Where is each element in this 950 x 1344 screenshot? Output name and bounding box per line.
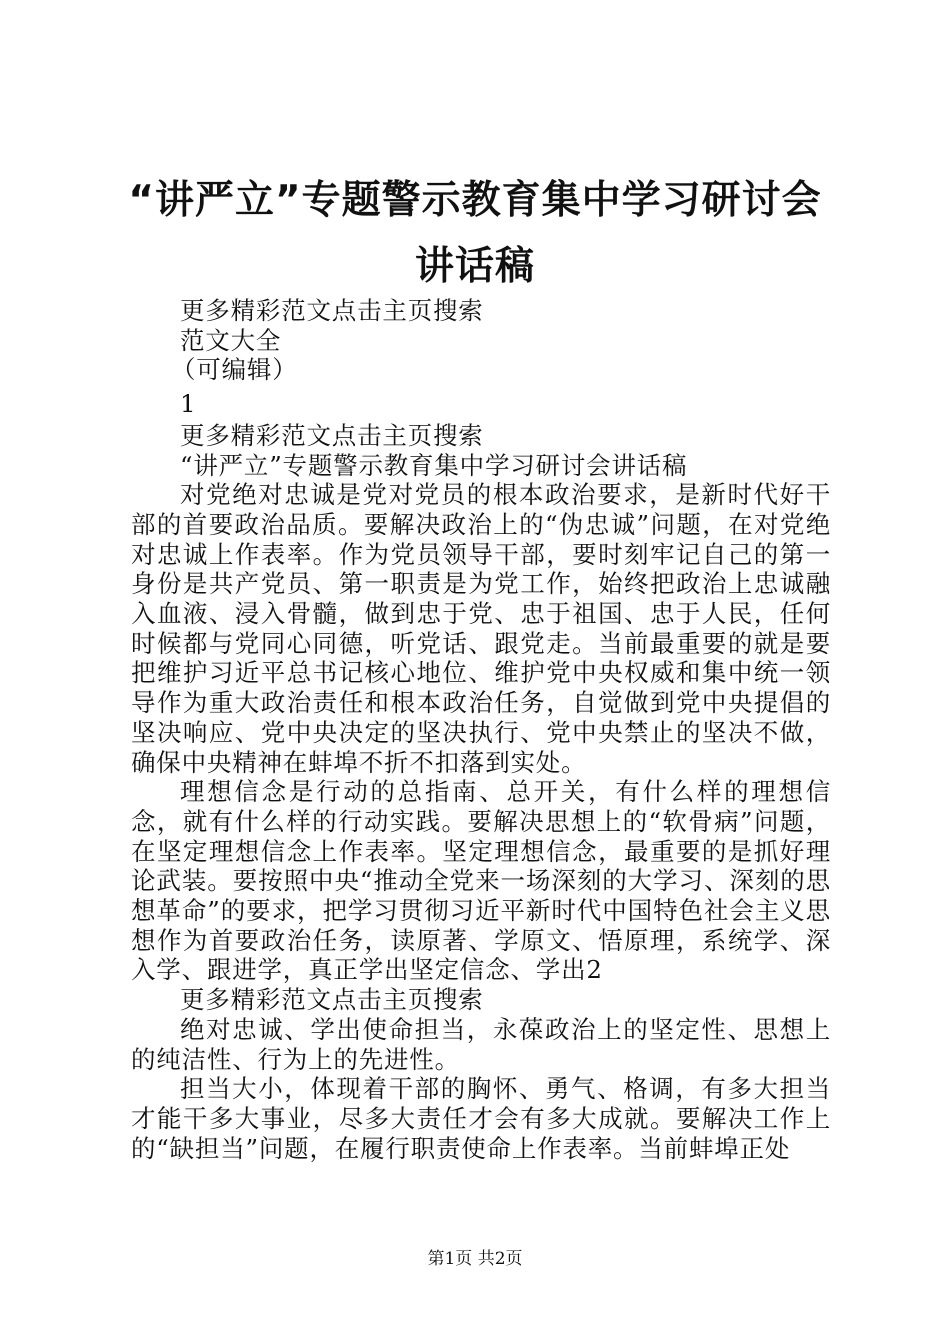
page-footer: 第1页 共2页 xyxy=(427,1249,523,1269)
category-line: 范文大全 xyxy=(180,325,282,355)
paragraph-1: 对党绝对忠诚是党对党员的根本政治要求，是新时代好干部的首要政治品质。要解决政治上的“伪忠诚”问题，在对党绝对忠诚上作表率。作为党员领导干部，要时刻牢记自己的第一身份是共产党员、第一职责是为党工作，始终把政治上忠诚融入血液、浸入骨髓，做到忠于党、忠于祖国、忠于人民，任何时候都与党同心同德，听党话、跟党走。当前最重要的就是要把维护习近平总书记核心地位、维护党中央权威和集中统一领导作为重大政治责任和根本政治任务，自觉做到党中央提倡的坚决响应、党中央决定的坚决执行、党中央禁止的坚决不做，确保中央精神在蚌埠不折不扣落到实处。 xyxy=(131,480,831,777)
editable-note: （可编辑） xyxy=(171,355,298,385)
document-body xyxy=(131,296,831,1163)
paragraph-3: 绝对忠诚、学出使命担当，永葆政治上的坚定性、思想上的纯洁性、行为上的先进性。 xyxy=(131,1014,831,1074)
paragraph-2: 理想信念是行动的总指南、总开关，有什么样的理想信念，就有什么样的行动实践。要解决思想上的“软骨病”问题，在坚定理想信念上作表率。坚定理想信念，最重要的是抓好理论武装。要按照中央“推动全党来一场深刻的大学习、深刻的思想革命”的要求，把学习贯彻习近平新时代中国特色社会主义思想作为首要政治任务，读原著、学原文、悟原理，系统学、深入学、跟进学，真正学出坚定信念、学出2 xyxy=(131,777,831,985)
paragraph-4: 担当大小，体现着干部的胸怀、勇气、格调，有多大担当才能干多大事业，尽多大责任才会有多大成就。要解决工作上的“缺担当”问题，在履行职责使命上作表率。当前蚌埠正处 xyxy=(131,1074,831,1163)
document-title: “讲严立”专题警示教育集中学习研讨会讲话稿 xyxy=(128,178,822,289)
promo-line: 更多精彩范文点击主页搜索 xyxy=(180,985,484,1015)
promo-line: 更多精彩范文点击主页搜索 xyxy=(180,420,484,450)
promo-line: 更多精彩范文点击主页搜索 xyxy=(180,296,484,325)
page-marker: 1 xyxy=(180,389,197,419)
subtitle-line: “讲严立”专题警示教育集中学习研讨会讲话稿 xyxy=(180,450,688,480)
